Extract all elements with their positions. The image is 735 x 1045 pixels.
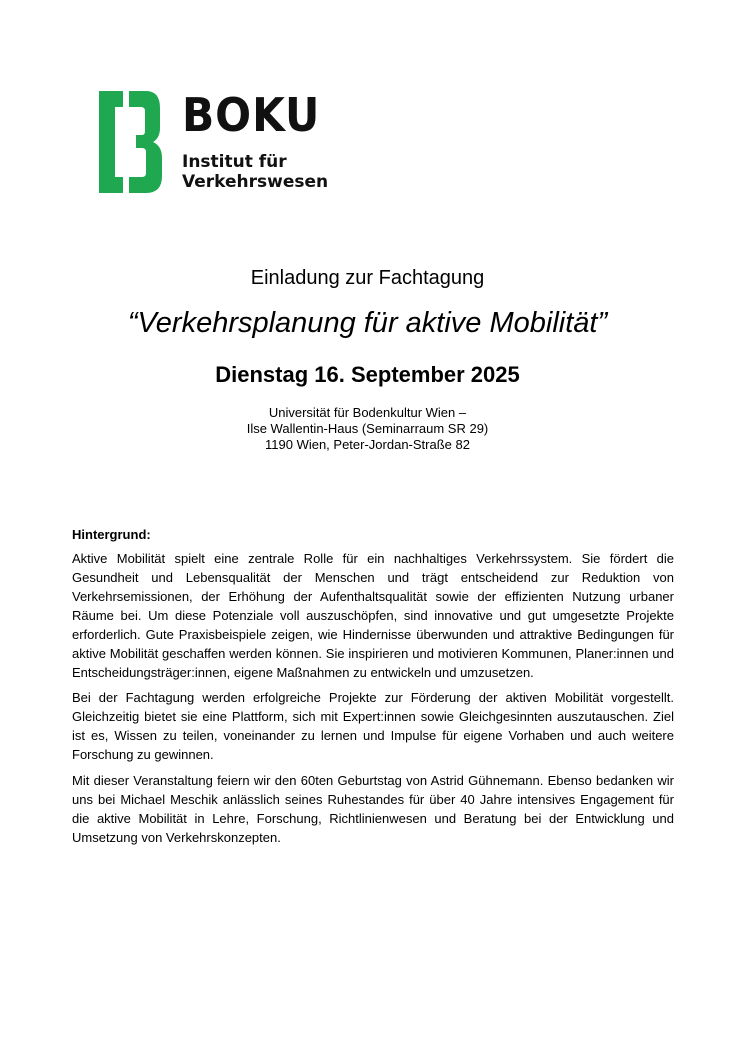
institute-line-2: Verkehrswesen: [182, 172, 329, 192]
event-venue: [0, 405, 735, 453]
paragraph: [72, 771, 674, 847]
paragraph-text-2: Bei der Fachtagung werden erfolgreiche Projekte zur Förderung der aktiven Mobilität vorgestellt. Gleichzeitig bietet sie eine Plattform, sich mit Expert:innen sowie Gleichgesinnten auszutauschen. Ziel ist es, Wissen zu teilen, voneinander zu lernen und Impulse für eigene Vorhaben und auch weitere Forschung zu gewinnen.: [72, 690, 674, 762]
paragraph: [72, 688, 674, 764]
boku-wordmark: BOKU: [182, 88, 321, 142]
event-title: “Verkehrsplanung für aktive Mobilität”: [127, 307, 608, 339]
venue-line-3: 1190 Wien, Peter-Jordan-Straße 82: [265, 437, 470, 452]
event-date: Dienstag 16. September 2025: [215, 362, 520, 387]
section-title-background: Hintergrund:: [72, 527, 151, 542]
invitation-heading: Einladung zur Fachtagung: [250, 267, 485, 289]
venue-line-1: Universität für Bodenkultur Wien –: [268, 405, 467, 420]
institute-name: [182, 152, 328, 192]
paragraph: [72, 549, 674, 682]
boku-logo: [96, 88, 336, 198]
boku-bracket-logo-icon: [96, 88, 166, 196]
paragraph-text-1: Aktive Mobilität spielt eine zentrale Rolle für ein nachhaltiges Verkehrssystem. Sie fördert die Gesundheit und Lebensqualität der Menschen und trägt entscheidend zur Reduktion von Verkehrsemissionen, der Erhöhung der Aufenthaltsqualität sowie der effizienten Nutzung urbaner Räume bei. Um diese Potenziale voll auszuschöpfen, sind innovative und gut umgesetzte Projekte erforderlich. Gute Praxisbeispiele zeigen, wie Hindernisse überwunden und attraktive Bedingungen für aktive Mobilität geschaffen werden können. Sie inspirieren und motivieren Kommunen, Planer:innen und Entscheidungsträger:innen, eigene Maßnahmen zu entwickeln und umzusetzen.: [72, 551, 674, 680]
venue-line-2: Ilse Wallentin-Haus (Seminarraum SR 29): [246, 421, 489, 436]
institute-line-1: Institut für: [182, 152, 287, 172]
paragraph-text-3: Mit dieser Veranstaltung feiern wir den 60ten Geburtstag von Astrid Gühnemann. Ebenso bedanken wir uns bei Michael Meschik anlässlich seines Ruhestandes für über 40 Jahre intensives Engagement für die aktive Mobilität in Lehre, Forschung, Richtlinienwesen und Beratung bei der Entwicklung und Umsetzung von Verkehrskonzepten.: [72, 773, 674, 845]
